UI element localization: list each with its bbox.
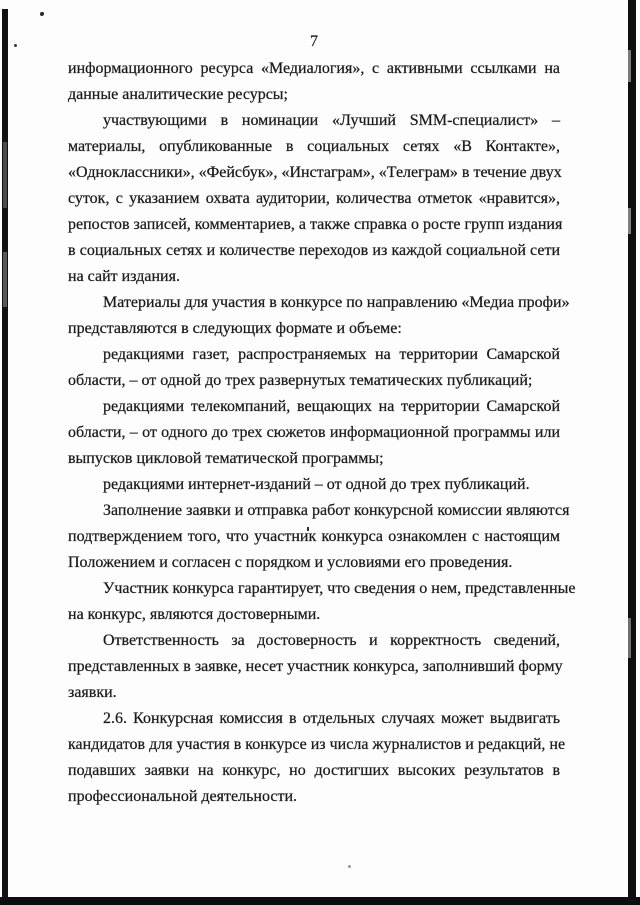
text-line: представляются в следующих формате и объеме:: [68, 320, 402, 337]
text-line: материалы, опубликованные в социальных сетях «В Контакте»,: [68, 138, 560, 155]
scan-edge-right-gray: [628, 208, 631, 234]
text-line: Участник конкурса гарантирует, что сведения о нем, представленные: [103, 580, 576, 597]
text-line: «Одноклассники», «Фейсбук», «Инстаграм», «Телеграм» в течение двух: [68, 164, 562, 181]
scan-speck: [40, 12, 44, 16]
text-line: в социальных сетях и количестве переходов из каждой социальной сети: [68, 242, 560, 259]
text-line: редакциями интернет-изданий – от одной до трех публикаций.: [103, 476, 530, 493]
text-line: профессиональной деятельности.: [68, 788, 297, 805]
scan-edge-left-gray: [3, 142, 7, 208]
page-number: 7: [310, 33, 318, 50]
text-line: Положением и согласен с порядком и условиями его проведения.: [68, 554, 513, 571]
text-line: подавших заявки на конкурс, но достигших высоких результатов в: [68, 762, 560, 779]
text-line: на сайт издания.: [68, 268, 180, 285]
text-line: кандидатов для участия в конкурсе из числа журналистов и редакций, не: [68, 736, 566, 753]
text-line: репостов записей, комментариев, а также справка о росте групп издания: [68, 216, 563, 233]
text-line: Заполнение заявки и отправка работ конкурсной комиссии являются: [103, 502, 570, 519]
text-line: Материалы для участия в конкурсе по направлению «Медиа профи»: [103, 294, 570, 311]
text-line: редакциями газет, распространяемых на территории Самарской: [103, 346, 560, 363]
text-line: выпусков цикловой тематической программы;: [68, 450, 384, 467]
scan-speck: [14, 44, 17, 47]
text-line: участвующими в номинации «Лучший SMM-специалист» –: [103, 112, 560, 129]
scan-edge-left-gray: [3, 252, 7, 307]
scan-edge-bottom: [0, 897, 640, 905]
text-line: подтверждением того, что участник конкурса ознакомлен с настоящим: [68, 528, 560, 545]
text-line: области, – от одного до трех сюжетов информационной программы или: [68, 424, 560, 441]
scan-edge-right-gray: [628, 50, 631, 82]
text-line: редакциями телекомпаний, вещающих на территории Самарской: [103, 398, 560, 415]
text-line: суток, с указанием охвата аудитории, количества отметок «нравится»,: [68, 190, 560, 207]
text-line: на конкурс, являются достоверными.: [68, 606, 321, 623]
text-line: Ответственность за достоверность и корректность сведений,: [103, 632, 560, 649]
scan-speck: [348, 865, 351, 868]
text-line: данные аналитические ресурсы;: [68, 86, 288, 103]
text-line: 2.6. Конкурсная комиссия в отдельных случаях может выдвигать: [103, 710, 560, 727]
text-line: области, – от одной до трех развернутых тематических публикаций;: [68, 372, 533, 389]
text-line: представленных в заявке, несет участник конкурса, заполнивший форму: [68, 658, 563, 675]
scan-edge-right: [628, 0, 636, 905]
document-text-block: [68, 56, 576, 810]
text-line: информационного ресурса «Медиалогия», с активными ссылками на: [68, 60, 560, 77]
scan-edge-right-gray: [628, 618, 631, 658]
text-line: заявки.: [68, 684, 117, 701]
